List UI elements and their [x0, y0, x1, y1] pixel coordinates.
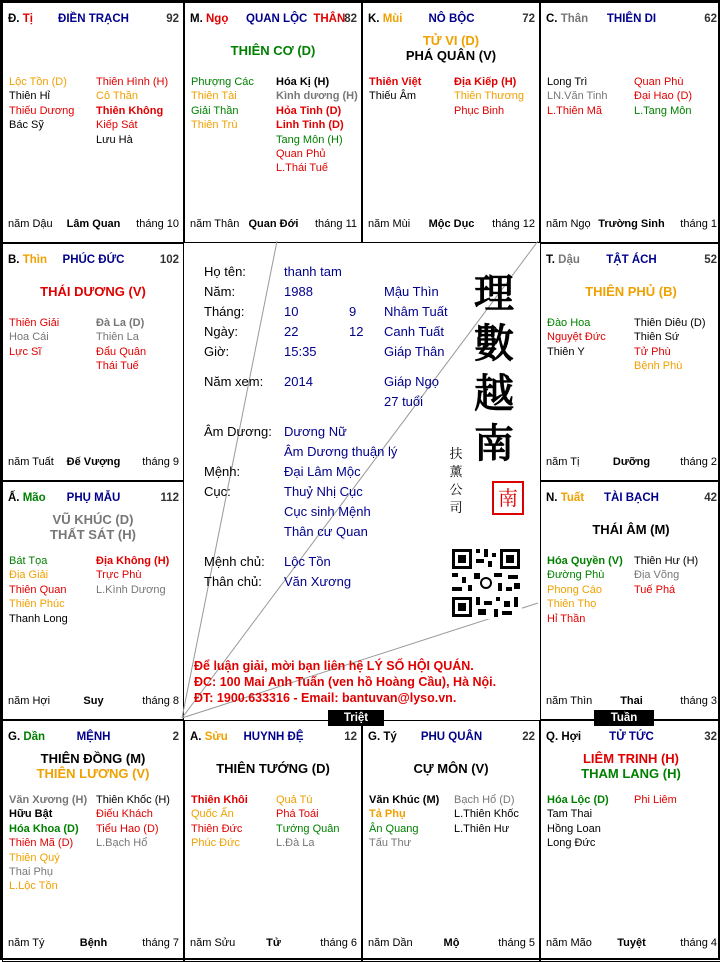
- palace-name: MỆNH: [76, 731, 111, 743]
- minor-star: Linh Tinh (D): [276, 119, 344, 132]
- view-year-value: 2014: [284, 374, 313, 389]
- minor-star: Tả Phụ: [369, 808, 406, 821]
- palace-name: TỬ TỨC: [609, 731, 654, 743]
- minor-star: Long Trì: [547, 76, 588, 88]
- palace-year: năm Dậu: [8, 218, 53, 230]
- minor-star: Tử Phù: [634, 345, 671, 358]
- palace-branch: C. Thân: [546, 13, 589, 25]
- minor-star: Tuế Phá: [634, 583, 676, 596]
- palace-number: 62: [704, 13, 717, 25]
- palace-year: năm Ngọ: [546, 218, 591, 230]
- palace-number: 2: [172, 731, 179, 743]
- palace-number: 32: [704, 731, 717, 743]
- palace-name: TẬT ÁCH: [606, 254, 657, 266]
- minor-star: Long Đức: [547, 837, 596, 850]
- minor-star: Hữu Bật: [9, 808, 53, 821]
- minor-star: Phá Toái: [276, 808, 319, 821]
- minor-star: Thiên Y: [547, 345, 585, 358]
- amduong-note: Âm Dương thuận lý: [284, 444, 398, 459]
- palace-phase: Suy: [83, 695, 104, 707]
- minor-star: Thái Tuế: [96, 360, 139, 373]
- palace-number: 42: [704, 492, 717, 504]
- amduong-value: Dương Nữ: [284, 424, 347, 439]
- minor-star: Thiên Không: [96, 104, 164, 117]
- palace-name: QUAN LỘC THÂN: [246, 13, 346, 25]
- major-star: THIÊN TƯỚNG (D): [216, 761, 330, 776]
- minor-star: Thiên Thương: [454, 90, 525, 103]
- age-value: 27 tuổi: [384, 394, 424, 409]
- palace-year: năm Thân: [190, 218, 240, 230]
- palace-month: tháng 1: [680, 218, 717, 230]
- minor-star: Địa Kiếp (H): [454, 76, 517, 88]
- minor-star: Đào Hoa: [547, 317, 591, 329]
- palace-phase: Mộ: [443, 937, 460, 949]
- minor-star: Thiếu Dương: [9, 104, 75, 117]
- month-canchi: Nhâm Tuất: [384, 304, 448, 319]
- minor-star: Thiên Khốc (H): [96, 794, 170, 806]
- logo-char: 理: [474, 270, 514, 317]
- logo-small-text: 扶 薰 公 司: [449, 447, 463, 516]
- minor-star: Thiên Mã (D): [9, 837, 74, 850]
- cuc-note: Cục sinh Mệnh: [284, 504, 371, 519]
- minor-star: Bệnh Phù: [634, 360, 683, 373]
- month-value: 10: [284, 304, 299, 319]
- minor-star: Thiên La: [96, 331, 139, 344]
- month-lunar: 9: [349, 304, 357, 319]
- palace-year: năm Sửu: [190, 937, 236, 949]
- month-label: Tháng:: [204, 304, 245, 319]
- major-star: THẤT SÁT (H): [50, 527, 136, 542]
- minor-star: Quan Phủ: [276, 148, 326, 161]
- palace-name: ĐIỀN TRẠCH: [58, 13, 129, 25]
- minor-star: Quốc Ấn: [191, 808, 234, 821]
- amduong-label: Âm Dương:: [204, 424, 272, 439]
- palace-number: 22: [522, 731, 535, 743]
- than-chu-value: Văn Xương: [284, 574, 352, 589]
- major-star: THAM LANG (H): [581, 766, 681, 781]
- palace-number: 112: [160, 492, 179, 504]
- palace-phase: Mộc Dục: [428, 218, 475, 230]
- day-value: 22: [284, 324, 299, 339]
- palace-phase: Thai: [620, 695, 643, 707]
- minor-star: Thiên Giải: [9, 317, 60, 329]
- tuan-marker: Tuần: [594, 710, 654, 726]
- day-canchi: Canh Tuất: [384, 324, 444, 339]
- minor-star: Hóa Kị (H): [276, 76, 330, 88]
- minor-star: Thiên Hình (H): [96, 76, 169, 88]
- minor-star: Thiên Quan: [9, 583, 67, 596]
- minor-star: Thiên Sứ: [634, 331, 680, 344]
- minor-star: Hóa Khoa (D): [9, 822, 79, 835]
- minor-star: Thiên Thọ: [547, 598, 597, 611]
- palace-phase: Bệnh: [79, 937, 108, 949]
- palace-month: tháng 7: [142, 937, 179, 949]
- minor-star: Địa Giải: [9, 569, 49, 582]
- minor-star: Cô Thần: [96, 90, 138, 103]
- minor-star: Thiên Quý: [9, 851, 60, 864]
- palace-number: 92: [166, 13, 179, 25]
- minor-star: Lưu Hà: [96, 133, 133, 146]
- palace-number: 82: [344, 13, 357, 25]
- minor-star: Thiên Tài: [191, 90, 237, 103]
- hour-value: 15:35: [284, 344, 317, 359]
- palace-phase: Lâm Quan: [66, 218, 121, 230]
- minor-star: Tấu Thư: [369, 837, 412, 850]
- palace-month: tháng 9: [142, 456, 179, 468]
- minor-star: Giải Thần: [191, 104, 239, 117]
- palace-month: tháng 4: [680, 937, 717, 949]
- minor-star: Hồng Loan: [547, 822, 601, 835]
- minor-star: Thiên Việt: [369, 76, 422, 88]
- palace-phase: Dưỡng: [612, 456, 651, 468]
- menh-chu-value: Lộc Tồn: [284, 554, 331, 569]
- minor-star: Thiên Diêu (D): [634, 317, 706, 329]
- palace-name: PHÚC ĐỨC: [62, 254, 125, 266]
- palace-phase: Tuyệt: [617, 937, 646, 949]
- minor-star: Tam Thai: [547, 808, 593, 821]
- major-star: THÁI ÂM (M): [592, 522, 670, 537]
- palace-branch: G. Tý: [368, 731, 397, 743]
- minor-star: Thai Phụ: [9, 866, 54, 879]
- palace-name: TÀI BẠCH: [604, 492, 659, 504]
- palace-month: tháng 6: [320, 937, 357, 949]
- palace-branch: T. Dậu: [546, 254, 580, 266]
- year-label: Năm:: [204, 284, 236, 299]
- minor-star: Đẩu Quân: [96, 345, 147, 358]
- cuc-value: Thuỷ Nhị Cục: [284, 484, 363, 499]
- menh-label: Mệnh:: [204, 464, 241, 479]
- view-year-canchi: Giáp Ngọ: [384, 374, 439, 389]
- palace-year: năm Hợi: [8, 695, 51, 707]
- palace-year: năm Tuất: [8, 456, 54, 468]
- palace-branch: N. Tuất: [546, 492, 585, 504]
- minor-star: Lực Sĩ: [9, 345, 42, 358]
- minor-star: L.Thiên Khốc: [454, 808, 519, 821]
- palace-name: THIÊN DI: [606, 13, 657, 25]
- minor-star: Đà La (D): [96, 317, 145, 329]
- palace-name: PHU QUÂN: [420, 731, 483, 743]
- minor-star: Thiên Hư (H): [634, 555, 699, 567]
- minor-star: Điếu Khách: [96, 808, 153, 821]
- major-star: THIÊN LƯƠNG (V): [36, 766, 150, 781]
- minor-star: Kiếp Sát: [96, 119, 138, 132]
- palace-name: NÔ BỘC: [428, 13, 475, 25]
- minor-star: Kình dương (H): [276, 90, 358, 103]
- minor-star: Thiên Trù: [191, 119, 238, 132]
- palace-month: tháng 10: [136, 218, 179, 230]
- palace-phase: Trường Sinh: [598, 218, 665, 230]
- palace-branch: B. Thìn: [8, 254, 47, 266]
- palace-phase: Tử: [266, 937, 281, 949]
- logo-char: 南: [474, 420, 514, 467]
- contact-line-1: Để luận giải, mời bạn liên hệ LÝ SỐ HỘI QUÁN.: [194, 659, 474, 673]
- minor-star: L.Bạch Hổ: [96, 837, 148, 850]
- minor-star: Bát Tọa: [9, 555, 48, 567]
- minor-star: Hoa Cái: [9, 331, 49, 344]
- palace-number: 12: [344, 731, 357, 743]
- logo-char: 越: [474, 370, 514, 417]
- minor-star: Thiên Khôi: [191, 794, 248, 806]
- palace-month: tháng 8: [142, 695, 179, 707]
- minor-star: Văn Xương (H): [9, 794, 88, 806]
- minor-star: Phong Cáo: [547, 583, 603, 596]
- minor-star: L.Lộc Tồn: [9, 880, 58, 893]
- major-star: VŨ KHÚC (D): [52, 512, 134, 527]
- minor-star: Phi Liêm: [634, 794, 677, 806]
- minor-star: L.Thiên Hư: [454, 822, 510, 835]
- major-star: PHÁ QUÂN (V): [405, 48, 497, 63]
- palace-branch: A. Sửu: [190, 731, 228, 743]
- minor-star: L.Đà La: [276, 837, 315, 850]
- year-canchi: Mậu Thìn: [384, 284, 439, 299]
- name-label: Họ tên:: [204, 264, 246, 279]
- minor-star: Địa Không (H): [96, 555, 170, 567]
- contact-line-2: ĐC: 100 Mai Anh Tuấn (ven hồ Hoàng Cầu), Hà Nội.: [194, 675, 497, 689]
- minor-star: Đại Hao (D): [634, 90, 693, 103]
- minor-star: Tiểu Hao (D): [96, 822, 159, 835]
- menh-value: Đại Lâm Mộc: [284, 464, 361, 479]
- palace-phase: Đế Vượng: [66, 456, 121, 468]
- major-star: LIÊM TRINH (H): [582, 751, 680, 766]
- palace-month: tháng 3: [680, 695, 717, 707]
- menh-chu-label: Mệnh chủ:: [204, 554, 265, 569]
- major-star: THIÊN PHỦ (B): [585, 284, 677, 299]
- minor-star: Nguyệt Đức: [547, 331, 606, 344]
- major-star: TỬ VI (D): [422, 33, 480, 48]
- view-year-label: Năm xem:: [204, 374, 264, 389]
- minor-star: Văn Khúc (M): [369, 794, 440, 806]
- palace-name: HUYNH ĐỆ: [243, 731, 304, 743]
- minor-star: Thiếu Âm: [369, 90, 417, 103]
- minor-star: LN.Văn Tinh: [547, 90, 608, 103]
- minor-star: Lộc Tồn (D): [9, 76, 67, 88]
- calligraphy-logo: [464, 269, 524, 469]
- palace-phase: Quan Đới: [248, 218, 299, 230]
- minor-star: Quả Tú: [276, 794, 313, 806]
- minor-star: L.Thái Tuế: [276, 162, 328, 175]
- palace-year: năm Tị: [546, 456, 580, 468]
- minor-star: Bác Sỹ: [9, 119, 44, 132]
- palace-number: 102: [159, 254, 179, 266]
- day-lunar: 12: [349, 324, 364, 339]
- palace-year: năm Mão: [546, 937, 592, 949]
- logo-char: 數: [474, 320, 514, 367]
- palace-year: năm Mùi: [368, 218, 411, 230]
- minor-star: Thiên Phúc: [9, 598, 65, 611]
- than-marker: THÂN: [313, 13, 346, 25]
- center-info-panel: [182, 241, 538, 718]
- palace-month: tháng 2: [680, 456, 717, 468]
- than-cu-note: Thân cư Quan: [284, 524, 368, 539]
- contact-line-3: ĐT: 1900.633316 - Email: bantuvan@lyso.vn.: [194, 691, 457, 705]
- minor-star: L.Tang Môn: [634, 104, 692, 117]
- palace-year: năm Thìn: [546, 695, 593, 707]
- palace-name: PHỤ MẪU: [66, 492, 121, 504]
- palace-branch: G. Dần: [8, 731, 46, 743]
- minor-star: Hóa Lộc (D): [547, 794, 609, 806]
- minor-star: L.Kình Dương: [96, 583, 166, 596]
- palace-number: 52: [704, 254, 717, 266]
- palace-month: tháng 5: [498, 937, 535, 949]
- minor-star: Phượng Các: [191, 76, 254, 88]
- hour-label: Giờ:: [204, 344, 230, 359]
- minor-star: Thiên Đức: [191, 822, 243, 835]
- cuc-label: Cục:: [204, 484, 231, 499]
- minor-star: Ân Quang: [369, 822, 419, 835]
- palace-year: năm Tý: [8, 937, 45, 949]
- major-star: CỰ MÔN (V): [413, 761, 489, 776]
- palace-branch: K. Mùi: [368, 13, 403, 25]
- minor-star: Phục Binh: [454, 104, 505, 117]
- palace-branch: Q. Hợi: [546, 731, 582, 743]
- minor-star: Hóa Quyền (V): [547, 555, 623, 567]
- palace-month: tháng 11: [314, 218, 357, 230]
- minor-star: L.Thiên Mã: [547, 104, 603, 117]
- palace-number: 72: [522, 13, 535, 25]
- minor-star: Bạch Hổ (D): [454, 794, 515, 806]
- red-seal-stamp: 南: [492, 481, 524, 515]
- major-star: THIÊN ĐỒNG (M): [40, 751, 146, 766]
- palace-branch: M. Ngọ: [190, 13, 229, 25]
- minor-star: Hỉ Thần: [547, 612, 586, 625]
- major-star: THÁI DƯƠNG (V): [40, 284, 146, 299]
- minor-star: Phúc Đức: [191, 837, 240, 850]
- than-chu-label: Thân chủ:: [204, 574, 262, 589]
- palace-year: năm Dần: [368, 937, 413, 949]
- palace-month: tháng 12: [492, 218, 535, 230]
- name-value: thanh tam: [284, 264, 342, 279]
- minor-star: Thiên Hỉ: [9, 90, 50, 103]
- minor-star: Đường Phù: [547, 569, 605, 582]
- minor-star: Tướng Quân: [276, 822, 340, 835]
- palace-branch: Đ. Tị: [8, 13, 33, 25]
- minor-star: Hỏa Tinh (D): [276, 104, 342, 117]
- minor-star: Thanh Long: [9, 612, 68, 625]
- minor-star: Trực Phù: [96, 569, 142, 582]
- qr-code: [450, 547, 522, 619]
- day-label: Ngày:: [204, 324, 238, 339]
- triet-marker: Triệt: [328, 710, 384, 726]
- major-star: THIÊN CƠ (D): [230, 43, 316, 58]
- hour-canchi: Giáp Thân: [384, 344, 445, 359]
- palace-branch: Ấ. Mão: [8, 492, 46, 504]
- minor-star: Quan Phù: [634, 76, 684, 88]
- minor-star: Địa Võng: [634, 569, 680, 582]
- minor-star: Tang Môn (H): [276, 133, 343, 146]
- year-value: 1988: [284, 284, 313, 299]
